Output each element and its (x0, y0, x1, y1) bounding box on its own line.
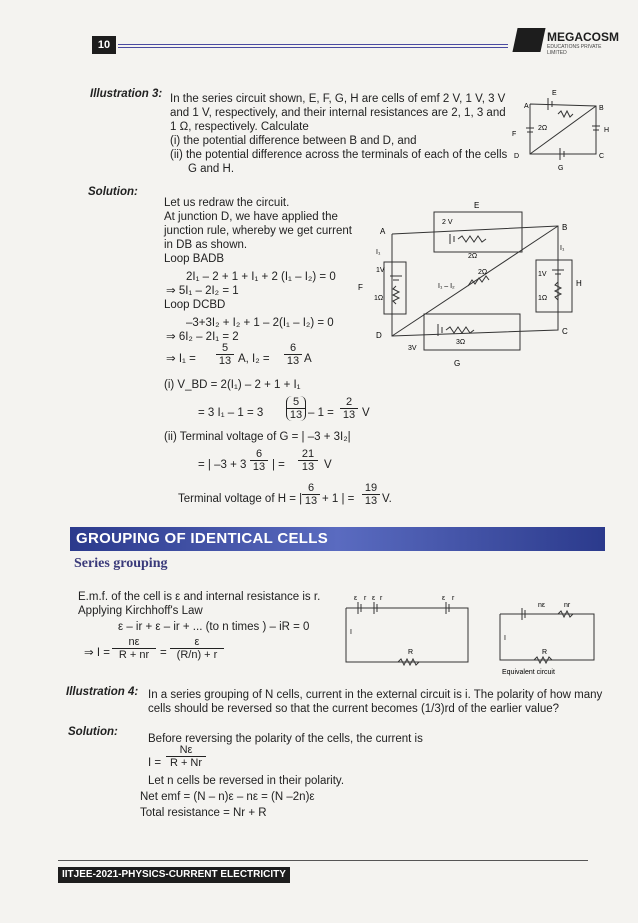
figure-label: F (512, 131, 517, 138)
equation: (ii) Terminal voltage of G = | –3 + 3I₂| (164, 431, 351, 443)
figure-label: G (558, 165, 564, 172)
footer-rule (58, 860, 588, 861)
solution-3-text: Let us redraw the circuit. (164, 197, 290, 209)
formula: ⇒ I = (84, 647, 110, 659)
figure-label: A (380, 227, 386, 236)
figure-label: r (380, 595, 383, 602)
series-circuit (338, 594, 478, 670)
fraction-denominator: 13 (304, 495, 318, 507)
solution-3-text: junction rule, whereby we get current (164, 225, 352, 237)
illustration-3-line: 1 Ω, respectively. Calculate (170, 121, 309, 133)
figure-label: r (364, 595, 367, 602)
figure-label: I (350, 629, 352, 636)
solution-4-line: Let n cells be reversed in their polarity. (148, 775, 345, 787)
brand-name: MEGACOSM (547, 30, 619, 44)
section-text: Applying Kirchhoff's Law (78, 605, 203, 617)
figure-label: 1Ω (374, 295, 384, 302)
fraction-numerator: 19 (362, 482, 380, 495)
section-text: E.m.f. of the cell is ε and internal resistance is r. (78, 591, 321, 603)
figure-label: 2Ω (538, 125, 548, 132)
subsection-title: Series grouping (74, 556, 168, 571)
figure-label: 3Ω (456, 339, 466, 346)
fraction (284, 342, 302, 367)
illustration-3-line: and 1 V, respectively, and their internal resistances are 2, 1, 3 and (170, 107, 506, 119)
fraction-numerator: Nε (166, 744, 206, 757)
fraction-numerator: 5 (216, 342, 234, 355)
equation: (i) V_BD = 2(I₁) – 2 + 1 + I₁ (164, 379, 301, 391)
figure-label: E (474, 201, 480, 210)
solution-3-text: At junction D, we have applied the (164, 211, 338, 223)
equation: ⇒ 6I₂ – 2I₁ = 2 (166, 331, 239, 343)
figure-label: I₁ (560, 245, 565, 252)
fraction-denominator: 13 (301, 461, 315, 473)
figure-label: r (452, 595, 455, 602)
fraction-numerator: 21 (298, 448, 318, 461)
figure-label: ε (372, 595, 376, 602)
equation: V. (382, 493, 392, 505)
equation: ⇒ 5I₁ – 2I₂ = 1 (166, 285, 239, 297)
figure-label: ε (442, 595, 446, 602)
fraction-denominator: R + Nr (169, 757, 203, 769)
equation: ⇒ I₁ = (166, 353, 196, 365)
solution-4-line: Before reversing the polarity of the cells, the current is (148, 733, 423, 745)
equation: V (324, 459, 332, 471)
illustration-3-circuit (508, 84, 618, 176)
figure-label: nr (564, 602, 571, 609)
illustration-3-line: (ii) the potential difference across the terminals of each of the cells (170, 149, 508, 161)
figure-label: C (562, 327, 568, 336)
header-rule (118, 47, 508, 48)
solution-3-text: in DB as shown. (164, 239, 248, 251)
figure-label: 1Ω (538, 295, 548, 302)
fraction (170, 636, 224, 661)
equation: Terminal voltage of H = | (178, 493, 303, 505)
fraction-numerator: 2 (340, 396, 358, 409)
fraction-numerator: nε (112, 636, 156, 649)
figure-caption: Equivalent circuit (502, 669, 555, 676)
fraction-denominator: 13 (289, 409, 303, 421)
equation: A, I₂ = (238, 353, 270, 365)
equation: I = (148, 757, 162, 769)
figure-label: 3V (408, 345, 417, 352)
equation: + 1 | = (322, 493, 355, 505)
figure-label: 2Ω (478, 269, 488, 276)
brand-mark-icon (512, 28, 545, 52)
illustration-3-label: Illustration 3: (90, 88, 163, 100)
page-number: 10 (92, 36, 116, 54)
figure-label: E (552, 90, 557, 97)
figure-label: A (524, 103, 529, 110)
illustration-3-line: In the series circuit shown, E, F, G, H are cells of emf 2 V, 1 V, 3 V (170, 93, 506, 105)
fraction-numerator: 6 (284, 342, 302, 355)
figure-label: D (376, 331, 382, 340)
fraction (216, 342, 234, 367)
section-heading (70, 527, 605, 551)
figure-label: 2 V (442, 219, 453, 226)
fraction (286, 396, 306, 421)
figure-label: H (604, 127, 610, 134)
equation: = 3 I₁ – 1 = 3 (198, 407, 264, 419)
equation: Loop DCBD (164, 299, 226, 311)
illustration-3-line: G and H. (188, 163, 235, 175)
solution-4-label: Solution: (68, 726, 118, 738)
equation: 2I₁ – 2 + 1 + I₁ + 2 (I₁ – I₂) = 0 (186, 271, 336, 283)
solution-4-line: Net emf = (N – n)ε – nε = (N –2n)ε (140, 791, 315, 803)
fraction (298, 448, 318, 473)
solution-3-text: Loop BADB (164, 253, 225, 265)
figure-label: F (358, 283, 363, 292)
figure-label: ε (354, 595, 358, 602)
fraction-denominator: 13 (286, 355, 300, 367)
figure-label: C (599, 153, 605, 160)
illustration-4-line: In a series grouping of N cells, current in the external circuit is i. The polarity of how many (148, 689, 603, 701)
figure-label: R (542, 649, 548, 656)
fraction (340, 396, 358, 421)
illustration-4-line: cells should be reversed so that the current becomes (1/3)rd of the earlier value? (148, 703, 560, 715)
fraction-denominator: 13 (218, 355, 232, 367)
fraction (112, 636, 156, 661)
solution-3-label: Solution: (88, 186, 138, 198)
figure-label: I (504, 635, 506, 642)
solution-4-line: Total resistance = Nr + R (140, 807, 267, 819)
fraction-numerator: 5 (287, 396, 305, 409)
illustration-4-label: Illustration 4: (66, 686, 139, 698)
brand-logo (515, 28, 619, 56)
figure-label: I₁ (376, 249, 381, 256)
fraction (302, 482, 320, 507)
figure-label: 2Ω (468, 253, 478, 260)
section-title: GROUPING OF IDENTICAL CELLS (76, 530, 328, 547)
equation: | = (272, 459, 285, 471)
fraction-numerator: 6 (250, 448, 268, 461)
fraction-denominator: R + nr (118, 649, 150, 661)
figure-label: 1V (376, 267, 385, 274)
solution-3-circuit (350, 196, 600, 376)
footer-label: IITJEE-2021-PHYSICS-CURRENT ELECTRICITY (58, 867, 290, 883)
equation: – 1 = (308, 407, 334, 419)
equation: A (304, 353, 312, 365)
fraction-denominator: 13 (364, 495, 378, 507)
figure-label: nε (538, 602, 546, 609)
fraction (250, 448, 268, 473)
figure-label: H (576, 279, 582, 288)
fraction-numerator: 6 (302, 482, 320, 495)
figure-label: B (599, 105, 604, 112)
fraction (362, 482, 380, 507)
fraction-denominator: 13 (252, 461, 266, 473)
illustration-3-line: (i) the potential difference between B and D, and (170, 135, 417, 147)
section-text: ε – ir + ε – ir + ... (to n times ) – iR = 0 (118, 621, 310, 633)
figure-label: G (454, 359, 461, 368)
fraction-numerator: ε (170, 636, 224, 649)
brand-tagline: EDUCATIONS PRIVATE LIMITED (547, 44, 602, 56)
fraction-denominator: (R/n) + r (176, 649, 218, 661)
formula: = (160, 647, 167, 659)
figure-label: R (408, 649, 414, 656)
equivalent-circuit (494, 598, 604, 680)
fraction (166, 744, 206, 769)
header-rule (118, 44, 508, 45)
figure-label: I₁ – I₂ (438, 283, 455, 290)
figure-label: 1V (538, 271, 547, 278)
figure-label: D (514, 153, 520, 160)
figure-label: B (562, 223, 568, 232)
equation: = | –3 + 3 (198, 459, 247, 471)
equation: V (362, 407, 370, 419)
fraction-denominator: 13 (342, 409, 356, 421)
equation: –3+3I₂ + I₂ + 1 – 2(I₁ – I₂) = 0 (186, 317, 334, 329)
